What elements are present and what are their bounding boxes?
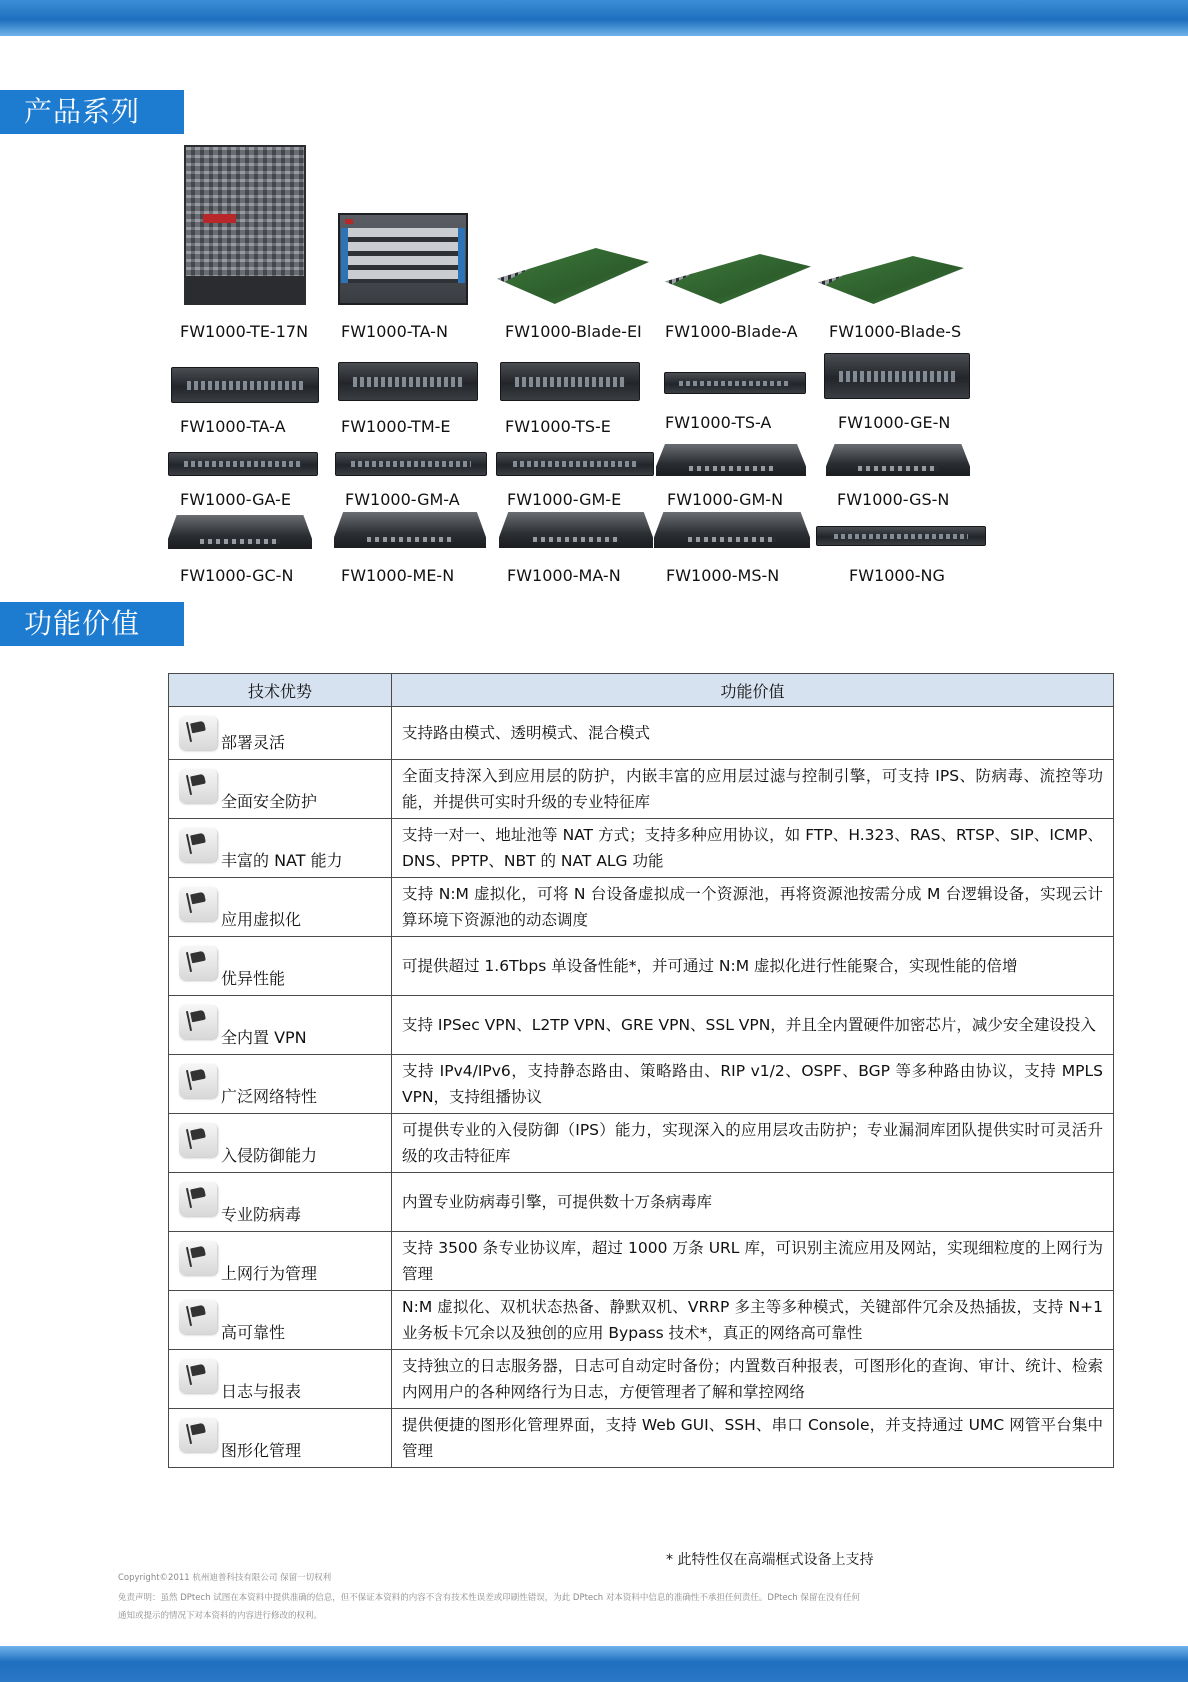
table-row [169,1114,1114,1173]
advantage-label: 图形化管理 [221,1441,302,1460]
advantage-label: 高可靠性 [221,1323,286,1342]
product-label: FW1000-ME-N [341,566,455,585]
advantage-label: 全内置 VPN [221,1028,307,1047]
product-image [824,353,970,399]
product-image [496,452,654,476]
advantage-label: 优异性能 [221,969,286,988]
product-label: FW1000-Blade-EI [505,322,642,341]
table-row [169,1409,1114,1468]
product-label: FW1000-GA-E [180,490,291,509]
function-value-table [168,673,1114,1468]
value-text: 支持独立的日志服务器，日志可自动定时备份；内置数百种报表，可图形化的查询、审计、统计、检索内网用户的各种网络行为日志，方便管理者了解和掌控网络 [392,1350,1114,1409]
product-label: FW1000-TE-17N [180,322,309,341]
value-text: 支持一对一、地址池等 NAT 方式；支持多种应用协议，如 FTP、H.323、RAS、RTSP、SIP、ICMP、DNS、PPTP、NBT 的 NAT ALG 功能 [392,819,1114,878]
flag-icon [179,1123,217,1157]
copyright-text: Copyright©2011 杭州迪普科技有限公司 保留一切权利 [118,1573,332,1583]
flag-icon [179,716,217,750]
header-value: 功能价值 [392,674,1114,707]
top-banner [0,0,1188,36]
table-row [169,1350,1114,1409]
flag-icon [179,1064,217,1098]
flag-icon [179,1359,217,1393]
product-image [338,362,478,401]
product-label: FW1000-GM-E [507,490,622,509]
value-text: 支持 IPSec VPN、L2TP VPN、GRE VPN、SSL VPN，并且全内置硬件加密芯片，减少安全建设投入 [392,996,1114,1055]
table-row [169,996,1114,1055]
product-label: FW1000-MS-N [666,566,780,585]
footnote: * 此特性仅在高端框式设备上支持 [666,1552,874,1568]
section-title-products: 产品系列 [0,90,184,134]
header-advantage: 技术优势 [169,674,392,707]
value-text: 可提供专业的入侵防御（IPS）能力，实现深入的应用层攻击防护；专业漏洞库团队提供实时可灵活升级的攻击特征库 [392,1114,1114,1173]
bottom-banner [0,1646,1188,1682]
product-image [816,526,986,546]
table-row [169,1291,1114,1350]
value-text: 支持路由模式、透明模式、混合模式 [392,707,1114,760]
advantage-label: 上网行为管理 [221,1264,318,1283]
advantage-label: 专业防病毒 [221,1205,302,1224]
product-label: FW1000-TS-A [665,413,772,432]
table-row [169,878,1114,937]
product-image [168,452,318,476]
advantage-label: 丰富的 NAT 能力 [221,851,343,870]
product-label: FW1000-TA-A [180,417,286,436]
product-image [826,444,970,476]
product-label: FW1000-GS-N [837,490,950,509]
advantage-label: 应用虚拟化 [221,910,302,929]
flag-icon [179,946,217,980]
product-image [665,254,811,304]
flag-icon [179,1300,217,1334]
product-label: FW1000-Blade-S [829,322,962,341]
table-row [169,707,1114,760]
advantage-label: 全面安全防护 [221,792,318,811]
value-text: 支持 IPv4/IPv6，支持静态路由、策略路由、RIP v1/2、OSPF、BGP 等多种路由协议，支持 MPLS VPN，支持组播协议 [392,1055,1114,1114]
flag-icon [179,1241,217,1275]
product-image [171,367,319,403]
product-label: FW1000-MA-N [507,566,621,585]
table-row [169,1232,1114,1291]
value-text: 支持 N:M 虚拟化，可将 N 台设备虚拟成一个资源池，再将资源池按需分成 M 台逻辑设备，实现云计算环境下资源池的动态调度 [392,878,1114,937]
product-image [168,515,312,549]
value-text: 内置专业防病毒引擎，可提供数十万条病毒库 [392,1173,1114,1232]
product-label: FW1000-GM-A [345,490,460,509]
table-row [169,819,1114,878]
advantage-label: 广泛网络特性 [221,1087,318,1106]
flag-icon [179,887,217,921]
table-header-row [169,674,1114,707]
product-image [334,512,486,548]
product-label: FW1000-TM-E [341,417,451,436]
product-image [500,362,640,401]
flag-icon [179,1005,217,1039]
product-label: FW1000-TS-E [505,417,611,436]
section-title-function: 功能价值 [0,602,184,646]
value-text: 支持 3500 条专业协议库，超过 1000 万条 URL 库，可识别主流应用及网站，实现细粒度的上网行为管理 [392,1232,1114,1291]
product-image [338,213,468,305]
table-row [169,760,1114,819]
disclaimer-line-2: 通知或提示的情况下对本资料的内容进行修改的权利。 [118,1611,323,1621]
table-row [169,937,1114,996]
flag-icon [179,1418,217,1452]
product-image [497,248,649,304]
product-label: FW1000-GC-N [180,566,294,585]
product-label: FW1000-NG [849,566,945,585]
product-label: FW1000-TA-N [341,322,448,341]
product-label: FW1000-Blade-A [665,322,798,341]
product-image [654,512,810,548]
value-text: 全面支持深入到应用层的防护，内嵌丰富的应用层过滤与控制引擎，可支持 IPS、防病毒、流控等功能，并提供可实时升级的专业特征库 [392,760,1114,819]
product-image [335,452,487,476]
product-image [818,256,964,304]
table-row [169,1055,1114,1114]
flag-icon [179,769,217,803]
table-row [169,1173,1114,1232]
product-label: FW1000-GE-N [838,413,951,432]
product-label: FW1000-GM-N [667,490,784,509]
value-text: 提供便捷的图形化管理界面，支持 Web GUI、SSH、串口 Console，并支持通过 UMC 网管平台集中管理 [392,1409,1114,1468]
product-image [656,444,806,476]
advantage-label: 入侵防御能力 [221,1146,318,1165]
value-text: N:M 虚拟化、双机状态热备、静默双机、VRRP 多主等多种模式，关键部件冗余及热插拔，支持 N+1 业务板卡冗余以及独创的应用 Bypass 技术*，真正的网络高可靠性 [392,1291,1114,1350]
disclaimer-line-1: 免责声明：虽然 DPtech 试图在本资料中提供准确的信息，但不保证本资料的内容不含有技术性误差或印刷性错误，为此 DPtech 对本资料中信息的准确性不承担任何责任。DPtech 保留在没有任何 [118,1593,860,1603]
flag-icon [179,828,217,862]
advantage-label: 部署灵活 [221,733,286,752]
product-image [499,512,653,548]
value-text: 可提供超过 1.6Tbps 单设备性能*，并可通过 N:M 虚拟化进行性能聚合，实现性能的倍增 [392,937,1114,996]
flag-icon [179,1182,217,1216]
product-image [664,372,806,394]
product-image [184,145,306,305]
advantage-label: 日志与报表 [221,1382,302,1401]
